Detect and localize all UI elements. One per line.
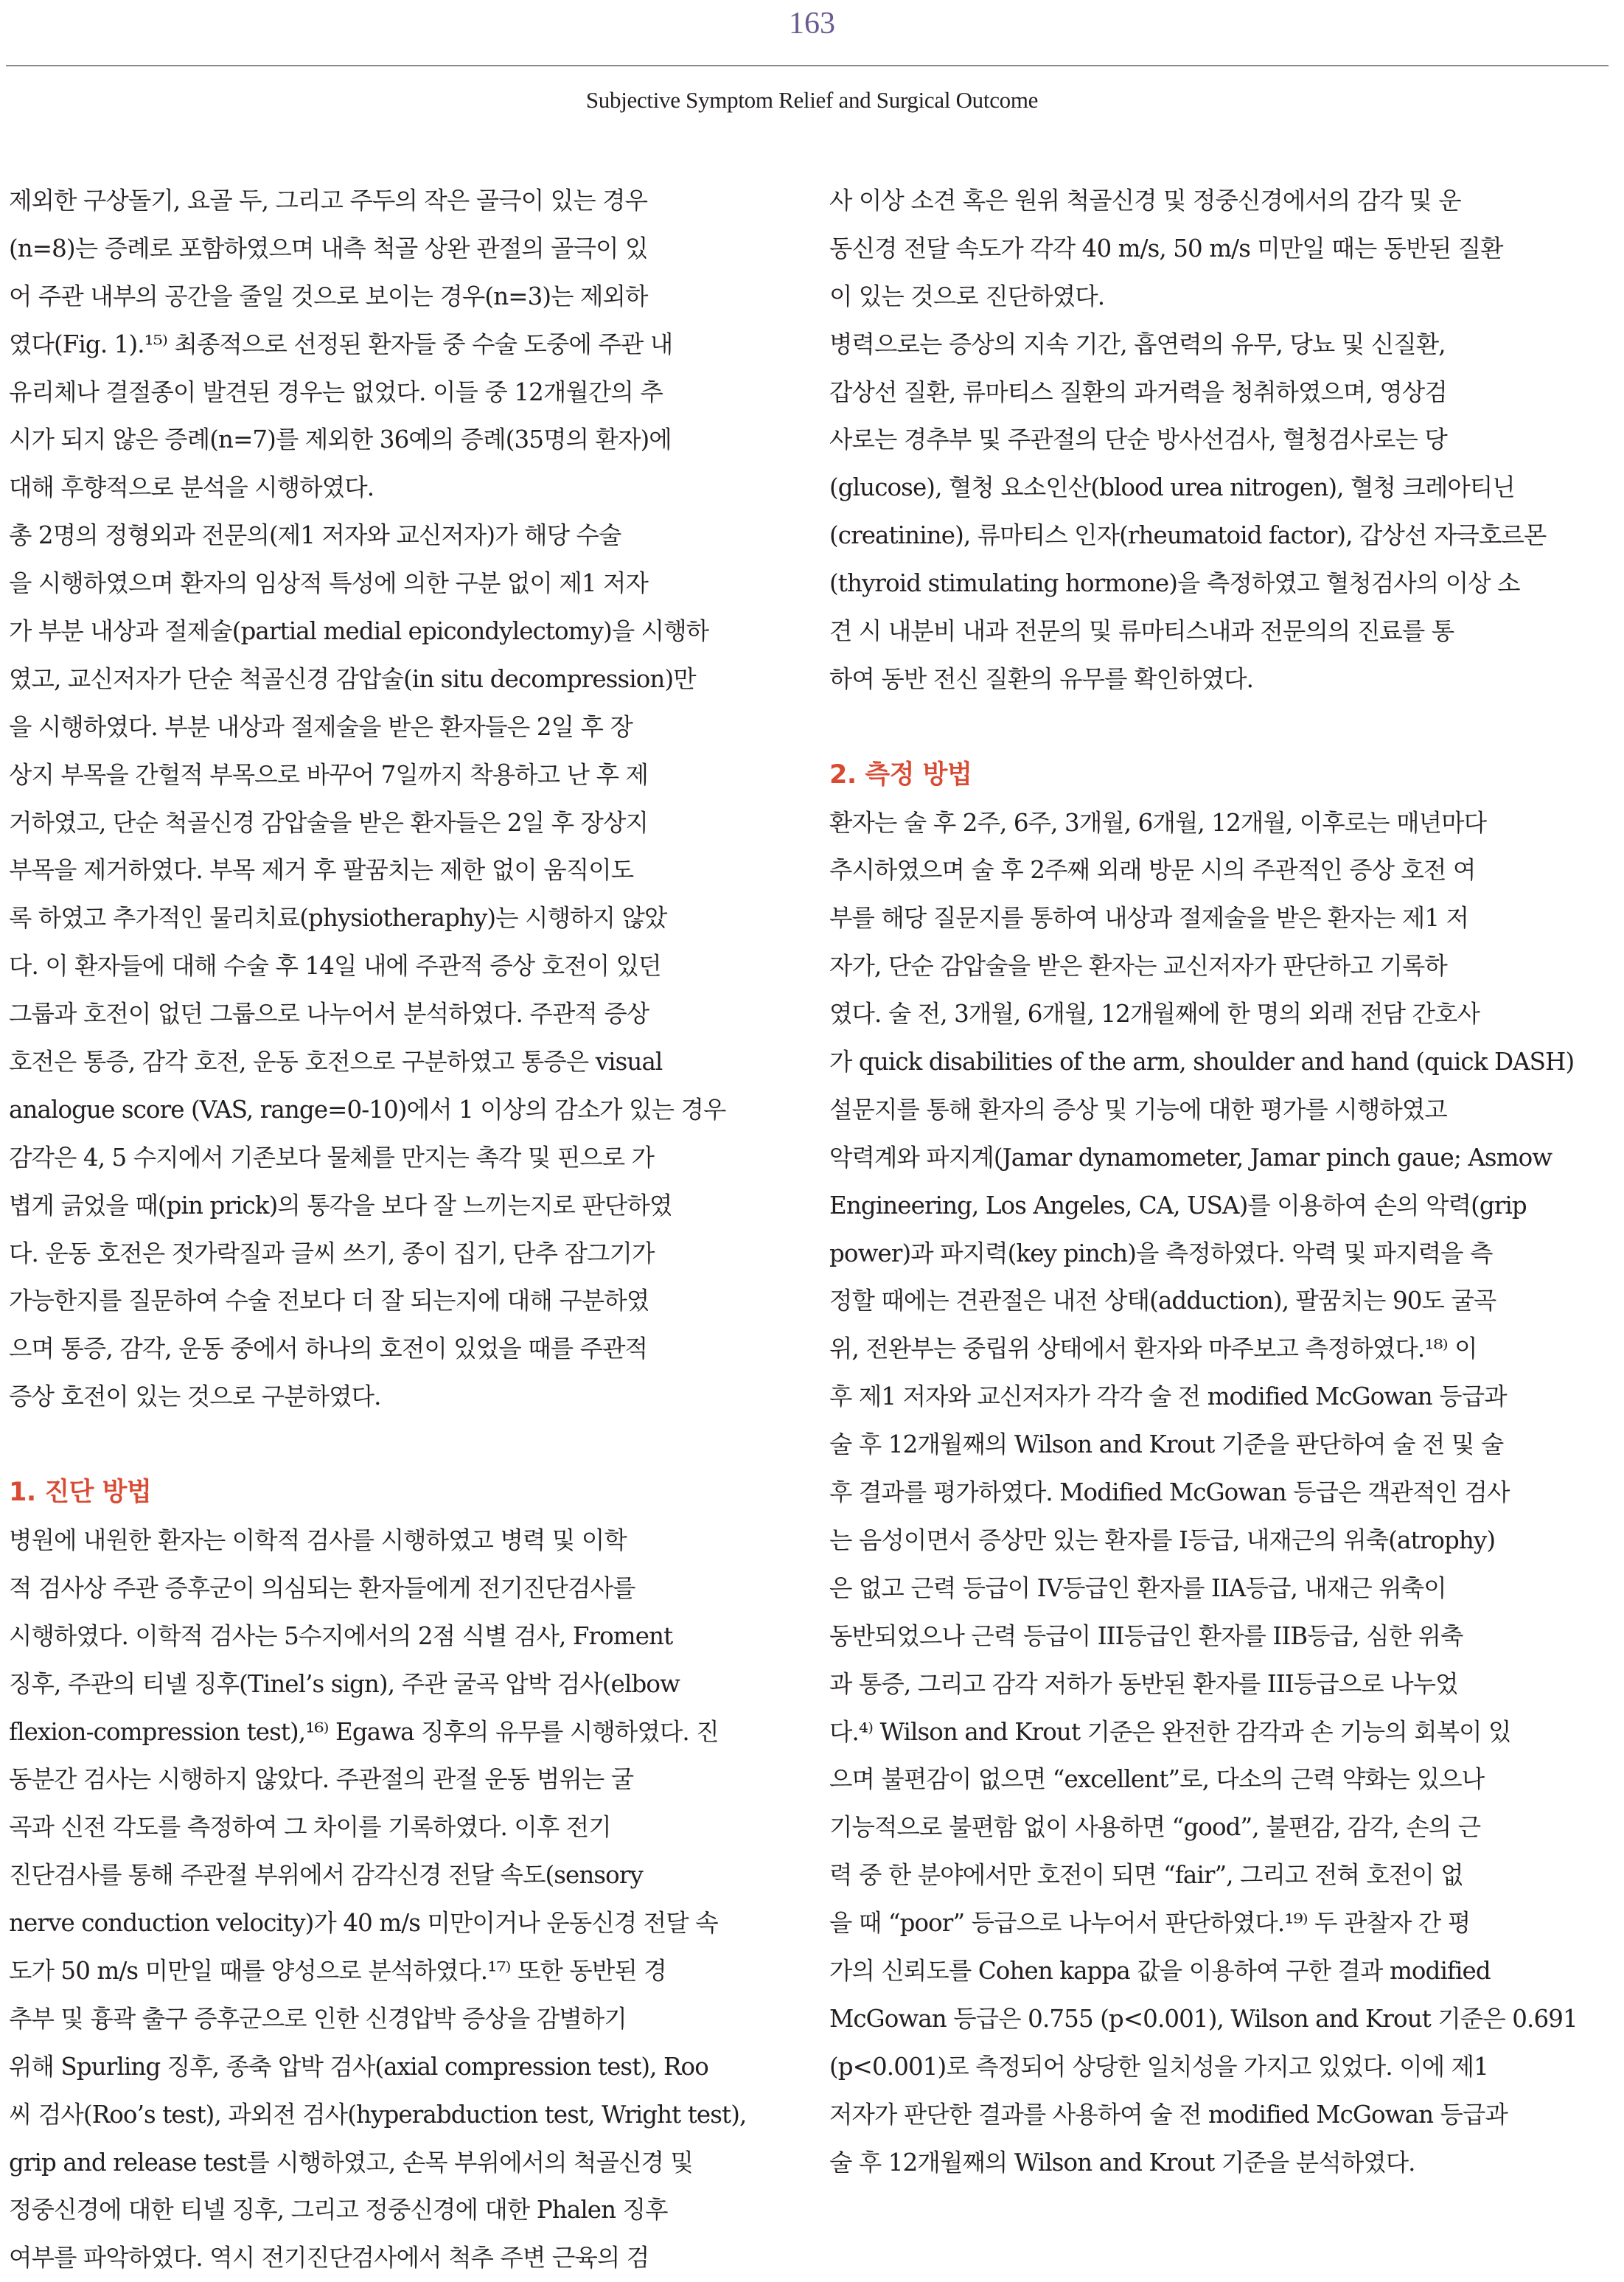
text-line: 후 결과를 평가하였다. Modified McGowan 등급은 객관적인 검사 (829, 1478, 1510, 1507)
text-line: 다. 이 환자들에 대해 수술 후 14일 내에 주관적 증상 호전이 있던 (9, 952, 661, 981)
text-line: 을 시행하였다. 부분 내상과 절제술을 받은 환자들은 2일 후 장 (9, 712, 632, 741)
text-line: Engineering, Los Angeles, CA, USA)를 이용하여 손의 악력(grip (829, 1191, 1527, 1220)
paragraph-gap (9, 1421, 776, 1469)
text-line: 위, 전완부는 중립위 상태에서 환자와 마주보고 측정하였다.¹⁸⁾ 이 (829, 1335, 1477, 1363)
text-line: 갑상선 질환, 류마티스 질환의 과거력을 청취하였으며, 영상검 (829, 378, 1447, 406)
left-column (9, 177, 776, 2282)
text-line: 추시하였으며 술 후 2주째 외래 방문 시의 주관적인 증상 호전 여 (829, 856, 1476, 885)
text-line: 과 통증, 그리고 감각 저하가 동반된 환자를 III등급으로 나누었 (829, 1669, 1458, 1698)
text-line: 동신경 전달 속도가 각각 40 m/s, 50 m/s 미만일 때는 동반된 질환 (829, 234, 1503, 262)
text-line: 가능한지를 질문하여 수술 전보다 더 잘 되는지에 대해 구분하였 (9, 1287, 649, 1315)
text-line: 정중신경에 대한 티넬 징후, 그리고 정중신경에 대한 Phalen 징후 (9, 2196, 668, 2224)
text-line: 호전은 통증, 감각 호전, 운동 호전으로 구분하였고 통증은 visual (9, 1048, 663, 1076)
text-line: 는 음성이면서 증상만 있는 환자를 I등급, 내재근의 위축(atrophy) (829, 1526, 1496, 1554)
section-heading: 1. 진단 방법 (9, 1478, 152, 1508)
text-line: 병력으로는 증상의 지속 기간, 흡연력의 유무, 당뇨 및 신질환, (829, 330, 1446, 358)
text-line: 시가 되지 않은 증례(n=7)를 제외한 36예의 증례(35명의 환자)에 (9, 425, 672, 454)
text-line: 하여 동반 전신 질환의 유무를 확인하였다. (829, 664, 1254, 693)
text-line: 동반되었으나 근력 등급이 III등급인 환자를 IIB등급, 심한 위축 (829, 1621, 1463, 1650)
text-line: (n=8)는 증례로 포함하였으며 내측 척골 상완 관절의 골극이 있 (9, 234, 648, 262)
text-line: 적 검사상 주관 증후군이 의심되는 환자들에게 전기진단검사를 (9, 1573, 635, 1602)
text-line: analogue score (VAS, range=0-10)에서 1 이상의 감소가 있는 경우 (9, 1095, 726, 1124)
right-column (829, 177, 1600, 2186)
text-line: 여부를 파악하였다. 역시 전기진단검사에서 척추 주변 근육의 검 (9, 2244, 649, 2272)
text-line: 총 2명의 정형외과 전문의(제1 저자와 교신저자)가 해당 수술 (9, 521, 621, 550)
text-line: 사 이상 소견 혹은 원위 척골신경 및 정중신경에서의 감각 및 운 (829, 187, 1461, 215)
text-line: 도가 50 m/s 미만일 때를 양성으로 분석하였다.¹⁷⁾ 또한 동반된 경 (9, 1956, 666, 1985)
text-line: 을 때 “poor” 등급으로 나누어서 판단하였다.¹⁹⁾ 두 관찰자 간 평 (829, 1909, 1471, 1938)
text-line: 환자는 술 후 2주, 6주, 3개월, 6개월, 12개월, 이후로는 매년마다 (829, 808, 1487, 837)
text-line: 부를 해당 질문지를 통하여 내상과 절제술을 받은 환자는 제1 저 (829, 904, 1469, 933)
text-line: 술 후 12개월째의 Wilson and Krout 기준을 분석하였다. (829, 2148, 1415, 2177)
text-line: 위해 Spurling 징후, 종축 압박 검사(axial compression test), Roo (9, 2052, 708, 2081)
text-line: 증상 호전이 있는 것으로 구분하였다. (9, 1382, 381, 1411)
text-line: 병원에 내원한 환자는 이학적 검사를 시행하였고 병력 및 이학 (9, 1526, 627, 1554)
text-line: 거하였고, 단순 척골신경 감압술을 받은 환자들은 2일 후 장상지 (9, 808, 649, 837)
text-line: McGowan 등급은 0.755 (p<0.001), Wilson and Krout 기준은 0.691 (829, 2004, 1578, 2033)
text-line: 다. 운동 호전은 젓가락질과 글씨 쓰기, 종이 집기, 단추 잠그기가 (9, 1239, 655, 1267)
text-line: 으며 통증, 감각, 운동 중에서 하나의 호전이 있었을 때를 주관적 (9, 1335, 648, 1363)
running-header: Subjective Symptom Relief and Surgical Outcome (585, 87, 1039, 113)
text-line: 진단검사를 통해 주관절 부위에서 감각신경 전달 속도(sensory (9, 1861, 643, 1890)
text-line: 을 시행하였으며 환자의 임상적 특성에 의한 구분 없이 제1 저자 (9, 569, 649, 598)
text-line: 가 quick disabilities of the arm, shoulder and hand (quick DASH) (829, 1048, 1575, 1076)
text-line: 가 부분 내상과 절제술(partial medial epicondylectomy)을 시행하 (9, 617, 709, 646)
text-line: 술 후 12개월째의 Wilson and Krout 기준을 판단하여 술 전 및 술 (829, 1430, 1504, 1459)
text-line: 씨 검사(Roo’s test), 과외전 검사(hyperabduction test, Wright test), (9, 2100, 747, 2129)
text-line: 였고, 교신저자가 단순 척골신경 감압술(in situ decompression)만 (9, 664, 696, 693)
text-line: (p<0.001)로 측정되어 상당한 일치성을 가지고 있었다. 이에 제1 (829, 2052, 1488, 2081)
section-heading: 2. 측정 방법 (829, 759, 972, 790)
text-line: 견 시 내분비 내과 전문의 및 류마티스내과 전문의의 진료를 통 (829, 617, 1454, 646)
text-line: grip and release test를 시행하였고, 손목 부위에서의 척골신경 및 (9, 2148, 693, 2177)
text-line: 사로는 경추부 및 주관절의 단순 방사선검사, 혈청검사로는 당 (829, 425, 1447, 454)
text-line: 어 주관 내부의 공간을 줄일 것으로 보이는 경우(n=3)는 제외하 (9, 282, 648, 310)
header-rule (6, 65, 1609, 66)
text-line: 부목을 제거하였다. 부목 제거 후 팔꿈치는 제한 없이 움직이도 (9, 856, 634, 885)
text-line: 록 하였고 추가적인 물리치료(physiotheraphy)는 시행하지 않았 (9, 904, 667, 933)
text-line: 였다(Fig. 1).¹⁵⁾ 최종적으로 선정된 환자들 중 수술 도중에 주관 내 (9, 330, 673, 358)
text-line: 시행하였다. 이학적 검사는 5수지에서의 2점 식별 검사, Froment (9, 1621, 673, 1650)
text-line: 동분간 검사는 시행하지 않았다. 주관절의 관절 운동 범위는 굴 (9, 1765, 634, 1794)
text-line: (thyroid stimulating hormone)을 측정하였고 혈청검사의 이상 소 (829, 569, 1520, 598)
text-line: 기능적으로 불편함 없이 사용하면 “good”, 불편감, 감각, 손의 근 (829, 1813, 1481, 1842)
text-line: 으며 불편감이 없으면 “excellent”로, 다소의 근력 약화는 있으나 (829, 1765, 1485, 1794)
text-line: (glucose), 혈청 요소인산(blood urea nitrogen), 혈청 크레아티닌 (829, 473, 1515, 502)
text-line: 저자가 판단한 결과를 사용하여 술 전 modified McGowan 등급과 (829, 2100, 1508, 2129)
text-line: 후 제1 저자와 교신저자가 각각 술 전 modified McGowan 등급과 (829, 1382, 1507, 1411)
text-line: 그룹과 호전이 없던 그룹으로 나누어서 분석하였다. 주관적 증상 (9, 1000, 649, 1029)
text-line: (creatinine), 류마티스 인자(rheumatoid factor), 갑상선 자극호르몬 (829, 521, 1547, 550)
text-line: nerve conduction velocity)가 40 m/s 미만이거나 운동신경 전달 속 (9, 1909, 718, 1938)
text-line: 악력계와 파지계(Jamar dynamometer, Jamar pinch gaue; Asmow (829, 1143, 1552, 1172)
text-line: 감각은 4, 5 수지에서 기존보다 물체를 만지는 촉각 및 핀으로 가 (9, 1143, 655, 1172)
text-line: 유리체나 결절종이 발견된 경우는 없었다. 이들 중 12개월간의 추 (9, 378, 663, 406)
text-line: 정할 때에는 견관절은 내전 상태(adduction), 팔꿈치는 90도 굴곡 (829, 1287, 1496, 1315)
text-line: 볍게 긁었을 때(pin prick)의 통각을 보다 잘 느끼는지로 판단하였 (9, 1191, 672, 1220)
text-line: power)과 파지력(key pinch)을 측정하였다. 악력 및 파지력을 측 (829, 1239, 1493, 1267)
paragraph-gap (829, 703, 1600, 751)
text-line: 가의 신뢰도를 Cohen kappa 값을 이용하여 구한 결과 modified (829, 1956, 1491, 1985)
text-line: 추부 및 흉곽 출구 증후군으로 인한 신경압박 증상을 감별하기 (9, 2004, 627, 2033)
text-line: flexion-compression test),¹⁶⁾ Egawa 징후의 유무를 시행하였다. 진 (9, 1717, 719, 1746)
text-line: 이 있는 것으로 진단하였다. (829, 282, 1105, 310)
text-line: 였다. 술 전, 3개월, 6개월, 12개월째에 한 명의 외래 전담 간호사 (829, 1000, 1480, 1029)
text-line: 상지 부목을 간헐적 부목으로 바꾸어 7일까지 착용하고 난 후 제 (9, 760, 649, 789)
text-line: 다.⁴⁾ Wilson and Krout 기준은 완전한 감각과 손 기능의 회복이 있 (829, 1717, 1511, 1746)
page-number: 163 (789, 7, 835, 41)
text-line: 곡과 신전 각도를 측정하여 그 차이를 기록하였다. 이후 전기 (9, 1813, 611, 1842)
text-line: 대해 후향적으로 분석을 시행하였다. (9, 473, 374, 502)
text-line: 자가, 단순 감압술을 받은 환자는 교신저자가 판단하고 기록하 (829, 952, 1447, 981)
text-line: 제외한 구상돌기, 요골 두, 그리고 주두의 작은 골극이 있는 경우 (9, 187, 648, 215)
text-line: 은 없고 근력 등급이 IV등급인 환자를 IIA등급, 내재근 위축이 (829, 1573, 1446, 1602)
text-line: 설문지를 통해 환자의 증상 및 기능에 대한 평가를 시행하였고 (829, 1095, 1447, 1124)
text-line: 징후, 주관의 티넬 징후(Tinel’s sign), 주관 굴곡 압박 검사(elbow (9, 1669, 680, 1698)
text-line: 력 중 한 분야에서만 호전이 되면 “fair”, 그리고 전혀 호전이 없 (829, 1861, 1463, 1890)
